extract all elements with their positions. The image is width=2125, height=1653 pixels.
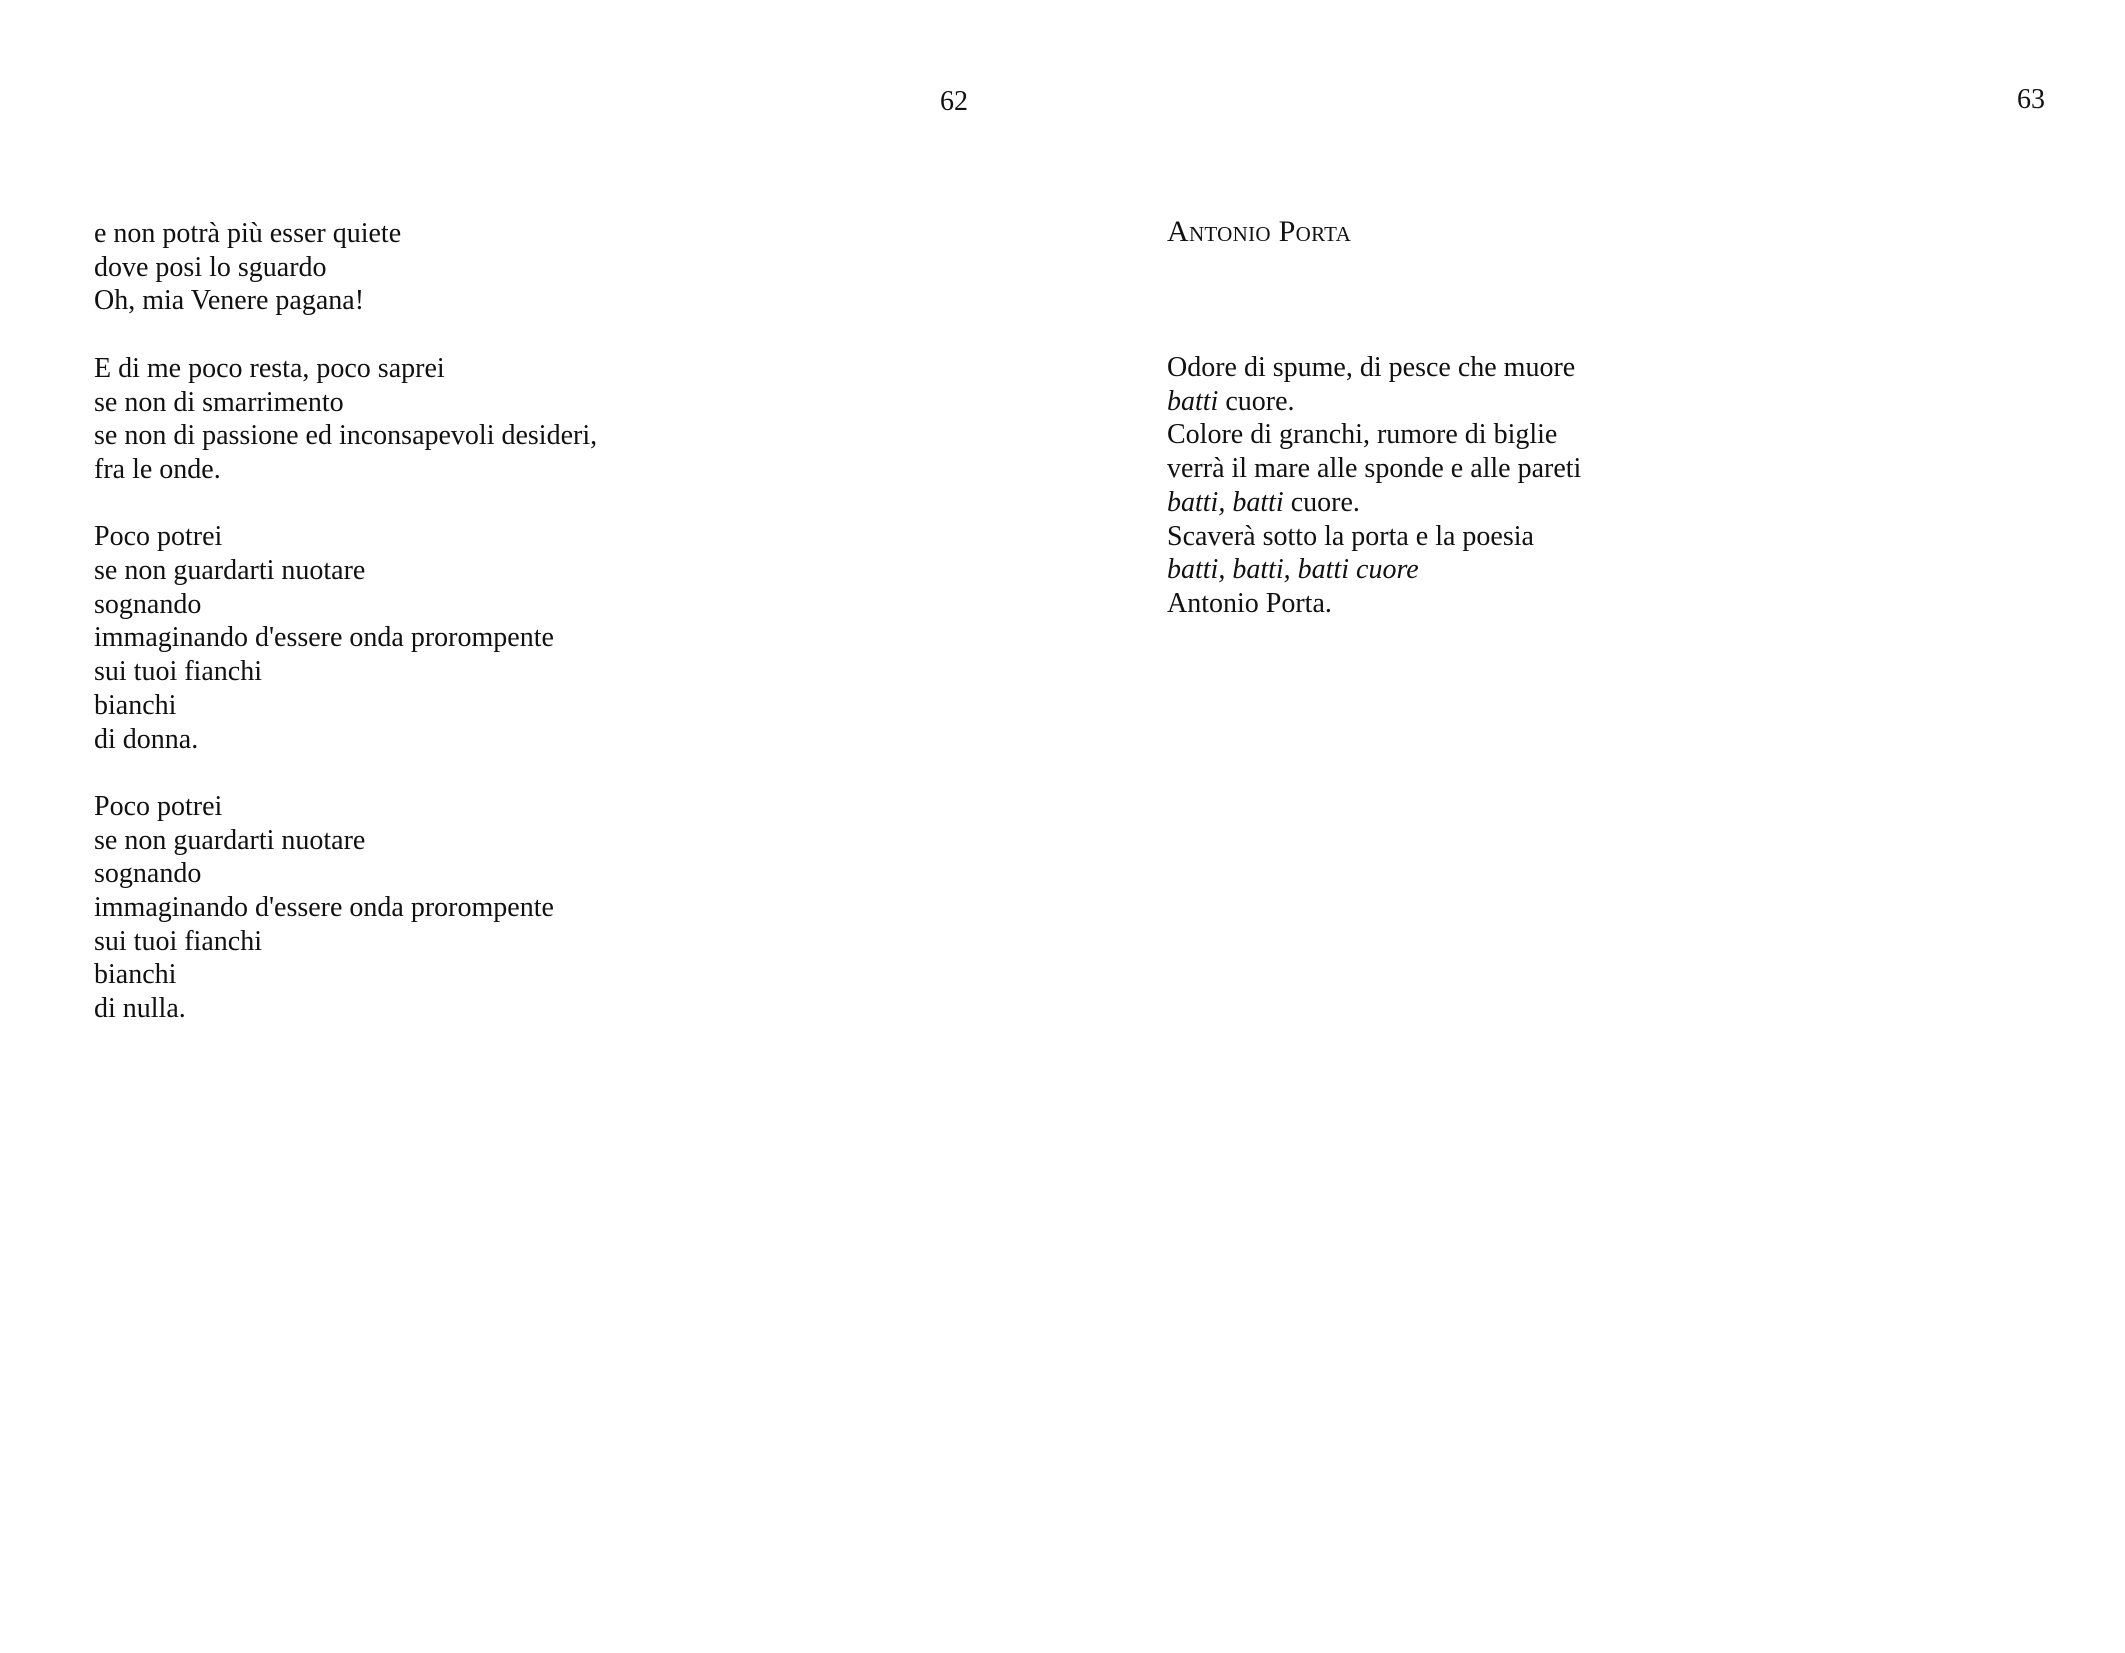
poem-line: e non potrà più esser quiete <box>94 218 402 249</box>
poem-line: bianchi <box>94 959 177 991</box>
right-page <box>1062 0 2125 1653</box>
poem-line: sui tuoi fianchi <box>94 656 262 688</box>
poem-line: fra le onde. <box>94 453 221 485</box>
left-page <box>0 0 1062 1653</box>
poem-line: Poco potrei <box>94 790 223 822</box>
poem-line: se non di passione ed inconsapevoli desideri, <box>94 420 598 452</box>
roman-fragment: cuore. <box>1283 486 1360 518</box>
poem-line: dove posi lo sguardo <box>94 251 327 283</box>
stanza-2 <box>94 352 597 487</box>
poem-line: sui tuoi fianchi <box>94 925 262 957</box>
stanza-4 <box>94 790 597 1026</box>
poem-line: Antonio Porta. <box>1167 587 1332 619</box>
poem-line: Oh, mia Venere pagana! <box>94 285 365 317</box>
poem-line: verrà il mare alle sponde e alle pareti <box>1167 453 1582 485</box>
poem-line: immaginando d'essere onda prorompente <box>94 622 554 654</box>
poem-line: E di me poco resta, poco saprei <box>94 352 445 384</box>
page-number-left: 62 <box>940 86 968 117</box>
poem-line: sognando <box>94 858 202 890</box>
poem-line: se non di smarrimento <box>94 386 344 418</box>
poem-line: batti, batti, batti cuore <box>1167 554 1419 586</box>
poem-line <box>1167 486 1581 520</box>
poem-line: immaginando d'essere onda prorompente <box>94 892 554 924</box>
poem-line <box>1167 385 1581 419</box>
poem-line: Colore di granchi, rumore di biglie <box>1167 419 1558 451</box>
poem-line: bianchi <box>94 689 177 721</box>
poem-line: di nulla. <box>94 993 186 1025</box>
italic-fragment: batti <box>1167 385 1219 417</box>
stanza-1 <box>94 217 597 318</box>
poem-line: Scaverà sotto la porta e la poesia <box>1167 520 1534 552</box>
poem-right <box>1167 351 1581 621</box>
poem-line: se non guardarti nuotare <box>94 824 366 856</box>
poem-line: sognando <box>94 588 202 620</box>
stanza-3 <box>94 520 597 756</box>
italic-fragment: batti, batti <box>1167 486 1284 518</box>
poem-line: Poco potrei <box>94 521 223 553</box>
poem-left <box>94 217 597 1060</box>
author-heading: Antonio Porta <box>1167 215 1352 248</box>
poem-line: Odore di spume, di pesce che muore <box>1167 352 1576 383</box>
poem-line: se non guardarti nuotare <box>94 555 366 586</box>
roman-fragment: cuore. <box>1218 385 1295 417</box>
page-number-right: 63 <box>2017 84 2045 115</box>
poem-line: di donna. <box>94 723 199 755</box>
